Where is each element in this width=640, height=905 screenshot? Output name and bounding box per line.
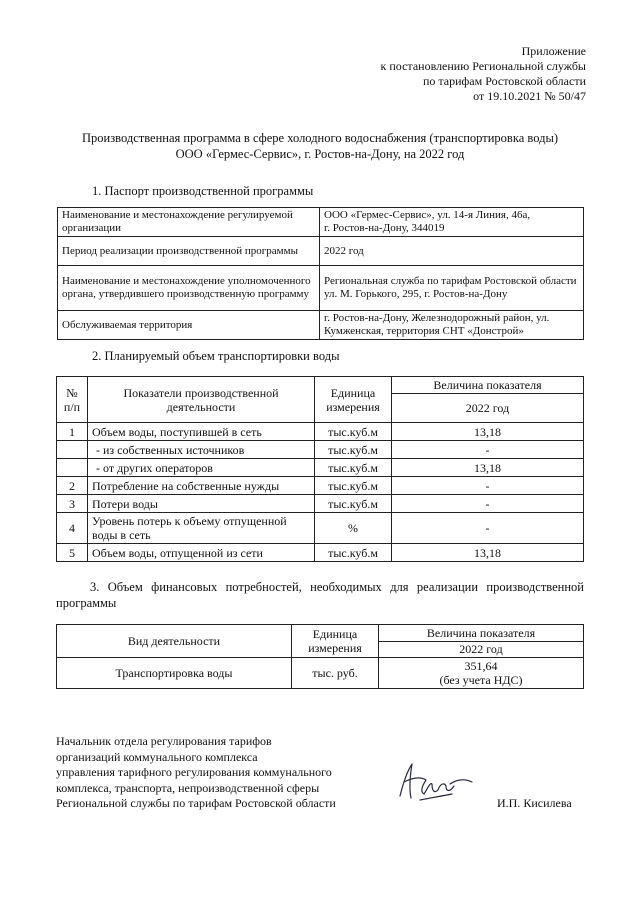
passport-value-line: Региональная служба по тарифам Ростовской области xyxy=(324,275,577,287)
cell-value-line: (без учета НДС) xyxy=(439,673,523,687)
signatory-position xyxy=(56,734,336,812)
cell-value: - xyxy=(392,495,584,513)
cell-unit: тыс.куб.м xyxy=(315,441,392,459)
cell-num xyxy=(57,441,88,459)
col-header-activity: Вид деятельности xyxy=(57,625,292,658)
table-row xyxy=(57,495,584,513)
passport-value-line: ул. М. Горького, 295, г. Ростов-на-Дону xyxy=(324,288,508,300)
cell-value: - xyxy=(392,477,584,495)
col-header-unit: Единица измерения xyxy=(315,377,392,423)
cell-indicator: Потери воды xyxy=(88,495,315,513)
position-line: комплекса, транспорта, непроизводственной сферы xyxy=(56,780,320,795)
passport-value-line: г. Ростов-на-Дону, 344019 xyxy=(324,222,445,234)
cell-value: 13,18 xyxy=(392,459,584,477)
passport-label: Наименование и местонахождение уполномоченного органа, утвердившего производственную программу xyxy=(58,266,320,311)
table-row xyxy=(57,423,584,441)
table-header-row xyxy=(57,625,584,642)
position-line: Региональной службы по тарифам Ростовской области xyxy=(56,796,336,810)
cell-indicator: Потребление на собственные нужды xyxy=(88,477,315,495)
finance-table xyxy=(56,624,584,689)
col-header-value: Величина показателя xyxy=(379,625,584,642)
cell-num xyxy=(57,459,88,477)
cell-unit: тыс.куб.м xyxy=(315,423,392,441)
col-header-year: 2022 год xyxy=(379,641,584,658)
table-row xyxy=(57,441,584,459)
passport-label: Обслуживаемая территория xyxy=(58,311,320,340)
table-row xyxy=(57,459,584,477)
cell-indicator: Уровень потерь к объему отпущенной воды в сеть xyxy=(88,513,315,544)
signer-name: И.П. Кисилева xyxy=(497,796,572,810)
passport-label: Наименование и местонахождение регулируемой организации xyxy=(58,208,320,237)
cell-num: 2 xyxy=(57,477,88,495)
appendix-line: Приложение xyxy=(521,44,586,58)
cell-value: 13,18 xyxy=(392,423,584,441)
section2-heading: 2. Планируемый объем транспортировки воды xyxy=(92,349,340,363)
cell-unit: тыс.куб.м xyxy=(315,495,392,513)
table-row xyxy=(57,544,584,562)
cell-unit: тыс.куб.м xyxy=(315,477,392,495)
appendix-header xyxy=(381,44,586,104)
volume-table xyxy=(56,376,584,562)
table-row xyxy=(57,477,584,495)
table-row xyxy=(58,311,584,340)
cell-num: 5 xyxy=(57,544,88,562)
cell-num: 4 xyxy=(57,513,88,544)
passport-value xyxy=(320,266,584,311)
col-header-year: 2022 год xyxy=(392,394,584,423)
table-row xyxy=(58,208,584,237)
cell-value-line: 351,64 xyxy=(464,659,498,673)
title-line: ООО «Гермес-Сервис», г. Ростов-на-Дону, на 2022 год xyxy=(175,147,465,161)
cell-value: 13,18 xyxy=(392,544,584,562)
position-line: организаций коммунального комплекса xyxy=(56,749,258,764)
table-row xyxy=(58,237,584,266)
cell-unit: тыс.куб.м xyxy=(315,544,392,562)
handwritten-signature xyxy=(390,758,480,806)
table-header-row xyxy=(57,377,584,394)
cell-activity: Транспортировка воды xyxy=(57,658,292,689)
table-row xyxy=(57,658,584,689)
cell-value xyxy=(379,658,584,689)
cell-indicator: Объем воды, отпущенной из сети xyxy=(88,544,315,562)
col-header-value: Величина показателя xyxy=(392,377,584,394)
cell-value: - xyxy=(392,513,584,544)
cell-num: 3 xyxy=(57,495,88,513)
cell-indicator: - из собственных источников xyxy=(88,441,315,459)
passport-value: 2022 год xyxy=(320,237,584,266)
cell-unit: % xyxy=(315,513,392,544)
title-line: Производственная программа в сфере холодного водоснабжения (транспортировка воды) xyxy=(81,131,559,145)
position-line: Начальник отдела регулирования тарифов xyxy=(56,734,272,748)
passport-table xyxy=(57,207,584,340)
cell-num: 1 xyxy=(57,423,88,441)
section1-heading: 1. Паспорт производственной программы xyxy=(92,184,314,198)
passport-value: г. Ростов-на-Дону, Железнодорожный район, ул. Кумженская, территория СНТ «Донстрой» xyxy=(320,311,584,340)
appendix-line: к постановлению Региональной службы xyxy=(380,59,586,73)
cell-value: - xyxy=(392,441,584,459)
col-header-num: № п/п xyxy=(57,377,88,423)
section3-heading: 3. Объем финансовых потребностей, необходимых для реализации производственной программы xyxy=(56,580,584,610)
table-row xyxy=(58,266,584,311)
cell-unit: тыс.куб.м xyxy=(315,459,392,477)
cell-indicator: Объем воды, поступившей в сеть xyxy=(88,423,315,441)
passport-value xyxy=(320,208,584,237)
appendix-line: от 19.10.2021 № 50/47 xyxy=(473,89,586,103)
table-row xyxy=(57,513,584,544)
position-line: управления тарифного регулирования коммунального xyxy=(56,765,332,779)
col-header-unit: Единица измерения xyxy=(292,625,379,658)
col-header-indicator: Показатели производственной деятельности xyxy=(88,377,315,423)
cell-unit: тыс. руб. xyxy=(292,658,379,689)
passport-label: Период реализации производственной программы xyxy=(58,237,320,266)
appendix-line: по тарифам Ростовской области xyxy=(422,74,586,88)
cell-indicator: - от других операторов xyxy=(88,459,315,477)
document-title xyxy=(40,130,600,162)
passport-value-line: ООО «Гермес-Сервис», ул. 14-я Линия, 46а, xyxy=(324,209,531,221)
